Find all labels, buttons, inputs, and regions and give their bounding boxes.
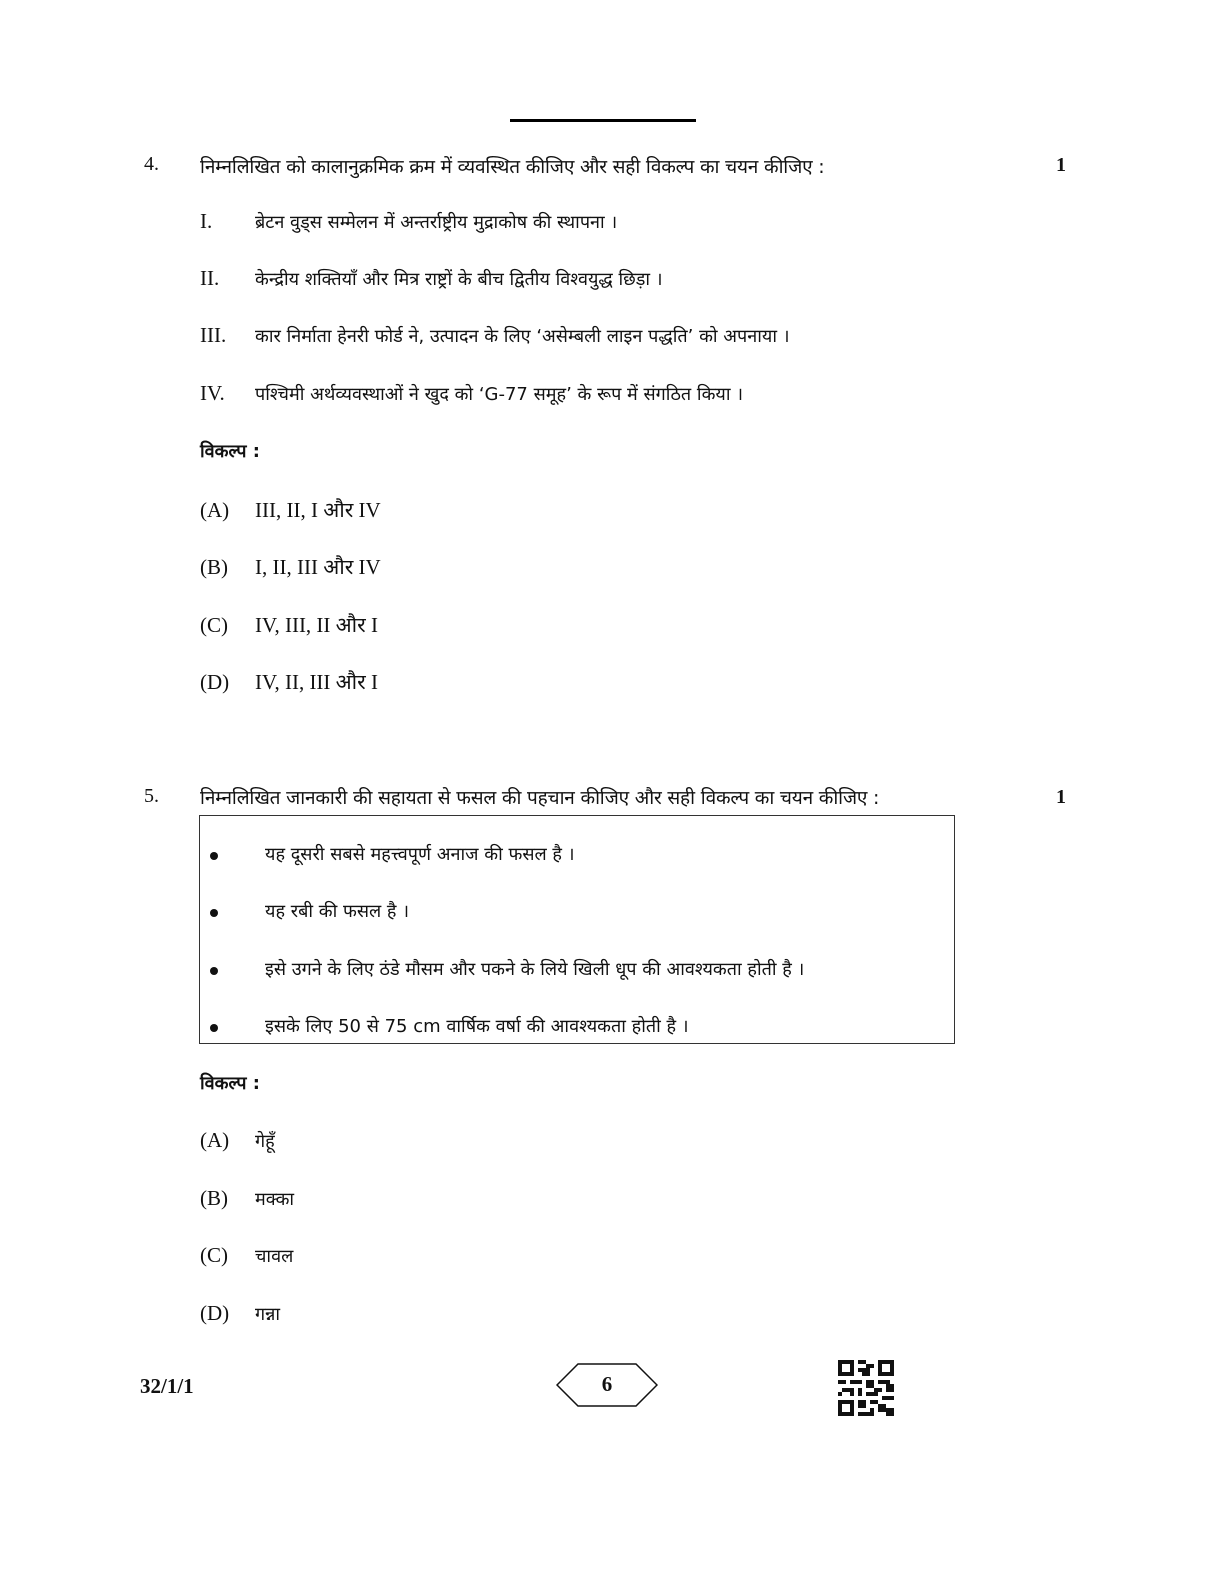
statement-text: ब्रेटन वुड्स सम्मेलन में अन्तर्राष्ट्रीय मुद्राकोष की स्थापना । — [255, 212, 618, 233]
option-text: गेहूँ — [255, 1131, 275, 1152]
statement-label: IV. — [200, 381, 225, 405]
statement-text: केन्द्रीय शक्तियाँ और मित्र राष्ट्रों के बीच द्वितीय विश्वयुद्ध छिड़ा । — [255, 269, 663, 290]
qr-code-icon — [838, 1360, 894, 1416]
bullet-text: इसे उगने के लिए ठंडे मौसम और पकने के लिये खिली धूप की आवश्यकता होती है । — [265, 959, 805, 980]
question-marks: 1 — [1056, 786, 1066, 808]
paper-code: 32/1/1 — [140, 1374, 194, 1398]
page-number-badge — [556, 1363, 658, 1407]
question-number: 5. — [144, 785, 159, 807]
statement-label: II. — [200, 266, 220, 290]
statement-item — [200, 209, 617, 234]
crop-info-box — [199, 815, 955, 1044]
option-d[interactable] — [200, 1301, 280, 1326]
bullet-icon — [210, 909, 218, 917]
option-label: (A) — [200, 498, 230, 522]
option-label: (D) — [200, 1301, 230, 1325]
option-text: IV, II, III और I — [255, 670, 378, 694]
option-text: गन्ना — [255, 1304, 281, 1325]
page-number: 6 — [601, 1372, 613, 1396]
options-heading: विकल्प : — [200, 441, 260, 462]
option-c[interactable] — [200, 1243, 293, 1268]
question-text: निम्नलिखित को कालानुक्रमिक क्रम में व्यवस्थित कीजिए और सही विकल्प का चयन कीजिए : — [200, 156, 825, 178]
statement-label: I. — [200, 209, 213, 233]
bullet-icon — [210, 967, 218, 975]
info-bullet — [210, 1014, 689, 1038]
info-bullet — [210, 842, 575, 866]
bullet-text: यह रबी की फसल है । — [265, 901, 410, 922]
option-label: (B) — [200, 1186, 228, 1210]
option-label: (D) — [200, 670, 230, 694]
statement-text: पश्चिमी अर्थव्यवस्थाओं ने खुद को ‘G-77 समूह’ के रूप में संगठित किया । — [255, 384, 744, 405]
statement-item — [200, 323, 790, 348]
bullet-icon — [210, 1024, 218, 1032]
option-text: I, II, III और IV — [255, 555, 381, 579]
option-label: (C) — [200, 613, 228, 637]
statement-label: III. — [200, 323, 227, 347]
info-bullet — [210, 899, 409, 923]
bullet-icon — [210, 852, 218, 860]
option-b[interactable] — [200, 1186, 294, 1211]
statement-item — [200, 381, 743, 406]
statement-text: कार निर्माता हेनरी फोर्ड ने, उत्पादन के लिए ‘असेम्बली लाइन पद्धति’ को अपनाया । — [255, 326, 790, 347]
option-c[interactable] — [200, 611, 378, 639]
option-text: मक्का — [255, 1189, 295, 1210]
option-text: III, II, I और IV — [255, 498, 381, 522]
question-text: निम्नलिखित जानकारी की सहायता से फसल की पहचान कीजिए और सही विकल्प का चयन कीजिए : — [200, 787, 880, 809]
option-label: (B) — [200, 555, 228, 579]
option-text: IV, III, II और I — [255, 613, 378, 637]
option-label: (C) — [200, 1243, 228, 1267]
option-a[interactable] — [200, 1128, 275, 1153]
options-heading: विकल्प : — [200, 1073, 260, 1094]
bullet-text: इसके लिए 50 से 75 cm वार्षिक वर्षा की आवश्यकता होती है । — [265, 1016, 689, 1037]
option-b[interactable] — [200, 553, 381, 581]
question-number: 4. — [144, 153, 159, 175]
statement-item — [200, 266, 663, 291]
option-label: (A) — [200, 1128, 230, 1152]
bullet-text: यह दूसरी सबसे महत्त्वपूर्ण अनाज की फसल है । — [265, 844, 575, 865]
option-d[interactable] — [200, 668, 378, 696]
info-bullet — [210, 957, 804, 981]
option-text: चावल — [255, 1246, 294, 1267]
question-marks: 1 — [1056, 154, 1066, 176]
top-divider-rule — [510, 119, 696, 122]
option-a[interactable] — [200, 496, 381, 524]
